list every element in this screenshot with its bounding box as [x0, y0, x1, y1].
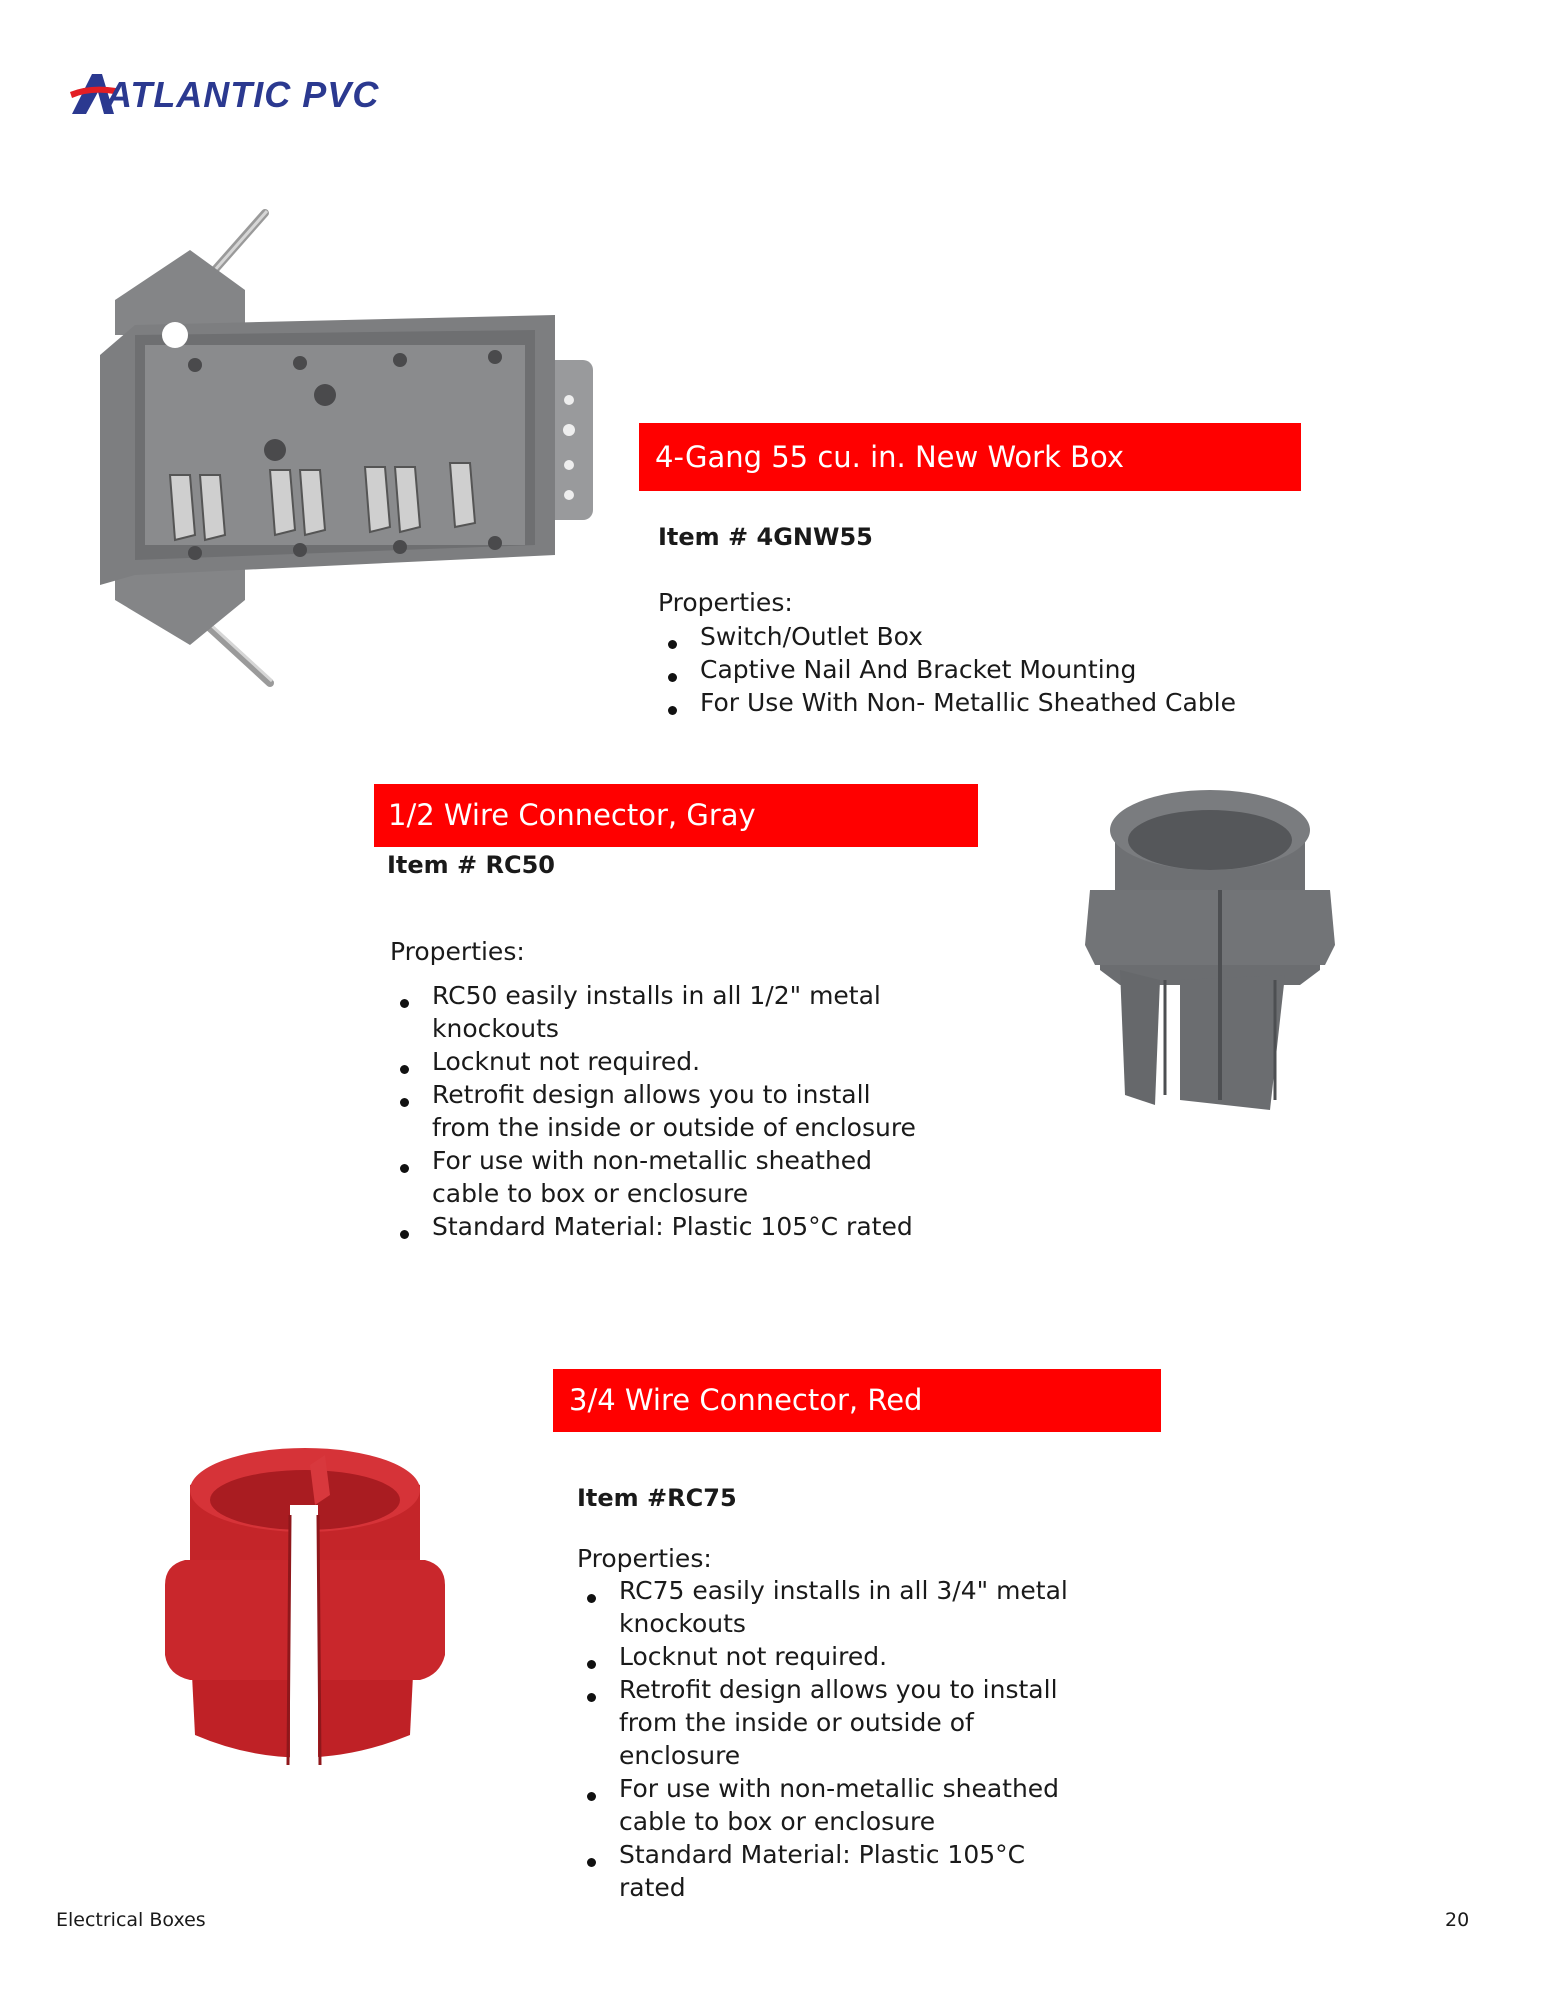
brand-logo [68, 70, 388, 122]
properties-label: Properties: [390, 937, 525, 966]
properties-label: Properties: [658, 588, 793, 617]
product-title-banner [553, 1369, 1161, 1432]
product-image-4gang-box [95, 205, 605, 695]
list-item: For use with non-metallic sheathed cable to box or enclosure [390, 1144, 920, 1210]
list-item: Locknut not required. [577, 1640, 1097, 1673]
list-item: Retrofit design allows you to install from the inside or outside of enclosure [390, 1078, 920, 1144]
footer-section-label: Electrical Boxes [56, 1909, 206, 1931]
list-item: RC75 easily installs in all 3/4" metal knockouts [577, 1574, 1097, 1640]
properties-list [390, 979, 920, 1243]
list-item: RC50 easily installs in all 1/2" metal knockouts [390, 979, 920, 1045]
item-number: Item # 4GNW55 [658, 523, 873, 551]
list-item: Retrofit design allows you to install from the inside or outside of enclosure [577, 1673, 1097, 1772]
product-image-gray-connector [1070, 780, 1350, 1115]
product-image-red-connector [160, 1435, 450, 1775]
properties-list [577, 1574, 1097, 1904]
list-item: Switch/Outlet Box [658, 620, 1318, 653]
list-item: Standard Material: Plastic 105°C rated [577, 1838, 1097, 1904]
item-number: Item # RC50 [387, 851, 555, 879]
properties-label: Properties: [577, 1544, 712, 1573]
list-item: Locknut not required. [390, 1045, 920, 1078]
product-title: 3/4 Wire Connector, Red [569, 1383, 923, 1417]
logo-text: ATLANTIC PVC [106, 74, 380, 115]
properties-list [658, 620, 1318, 719]
list-item: Standard Material: Plastic 105°C rated [390, 1210, 920, 1243]
list-item: Captive Nail And Bracket Mounting [658, 653, 1318, 686]
list-item: For use with non-metallic sheathed cable to box or enclosure [577, 1772, 1097, 1838]
product-title-banner [639, 423, 1301, 491]
product-title-banner [374, 784, 978, 847]
item-number: Item #RC75 [577, 1484, 737, 1512]
page-number: 20 [1445, 1909, 1470, 1931]
product-title: 1/2 Wire Connector, Gray [388, 798, 756, 832]
product-title: 4-Gang 55 cu. in. New Work Box [655, 439, 1125, 474]
list-item: For Use With Non- Metallic Sheathed Cable [658, 686, 1318, 719]
